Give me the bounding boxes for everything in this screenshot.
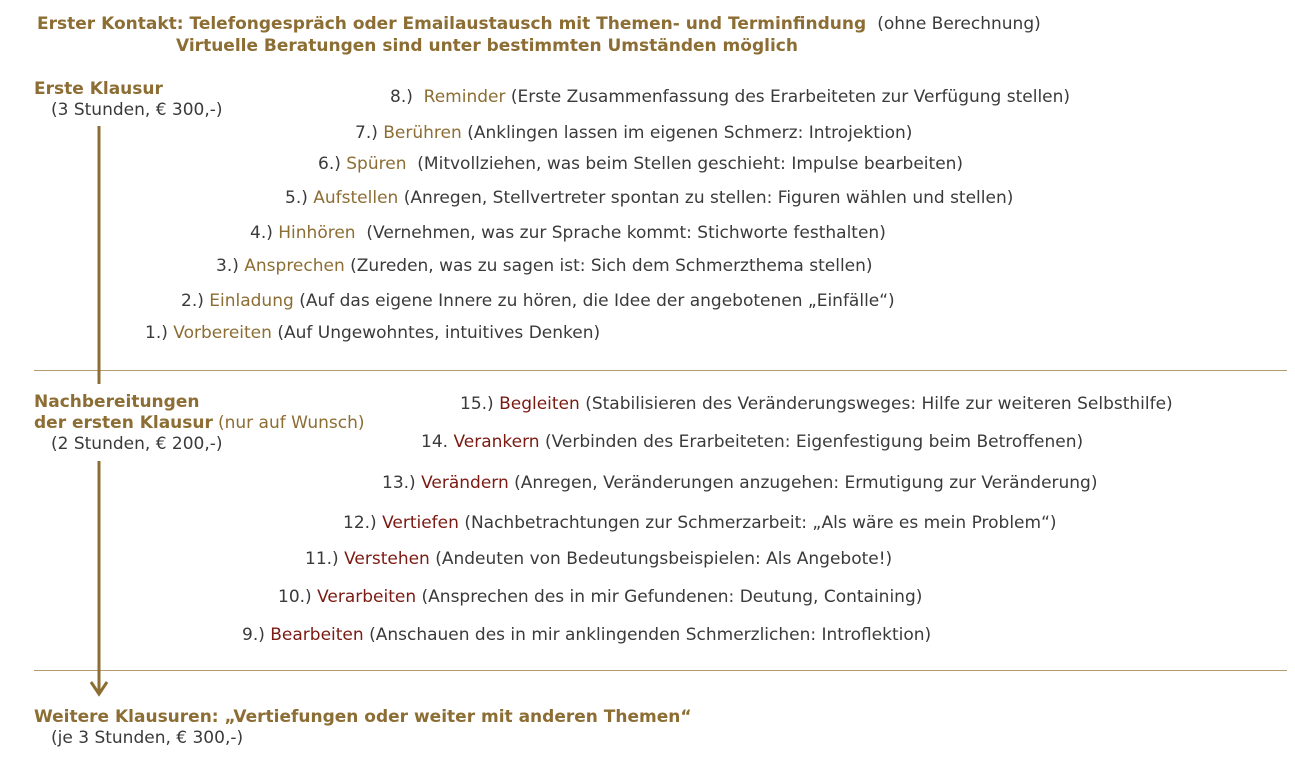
step-description: (Mitvollziehen, was beim Stellen geschieht: Impulse bearbeiten) <box>417 154 964 174</box>
step-keyword: Verarbeiten <box>317 587 417 607</box>
step-description: (Auf Ungewohntes, intuitives Denken) <box>277 323 601 343</box>
step-description: (Zureden, was zu sagen ist: Sich dem Schmerzthema stellen) <box>350 256 873 276</box>
step-keyword: Vertiefen <box>382 513 459 533</box>
step-number: 13.) <box>382 473 416 493</box>
step-number: 5.) <box>285 188 308 208</box>
step-description: (Ansprechen des in mir Gefundenen: Deutung, Containing) <box>421 587 923 607</box>
step-keyword: Verankern <box>453 432 540 452</box>
step-number: 10.) <box>278 587 312 607</box>
step-keyword: Ansprechen <box>244 256 345 276</box>
step-number: 1.) <box>145 323 168 343</box>
section3-title: Weitere Klausuren: „Vertiefungen oder weiter mit anderen Themen“ <box>34 707 692 727</box>
step-number: 7.) <box>355 123 378 143</box>
step-number: 3.) <box>216 256 239 276</box>
section2-title: der ersten Klausur <box>34 413 213 433</box>
step-description: (Verbinden des Erarbeiteten: Eigenfestigung beim Betroffenen) <box>544 432 1084 452</box>
step-number: 14. <box>421 432 449 452</box>
section2-title-line1: Nachbereitungen <box>34 392 200 412</box>
step-description: (Nachbetrachtungen zur Schmerzarbeit: „Als wäre es mein Problem“) <box>464 513 1057 533</box>
step-description: (Anregen, Stellvertreter spontan zu stellen: Figuren wählen und stellen) <box>403 188 1014 208</box>
section3-price: (je 3 Stunden, € 300,-) <box>51 728 244 748</box>
step-description: (Andeuten von Bedeutungsbeispielen: Als Angebote!) <box>435 549 893 569</box>
step-number: 11.) <box>305 549 339 569</box>
step-keyword: Aufstellen <box>313 188 399 208</box>
section1-title: Erste Klausur <box>34 79 163 99</box>
header-virtual-note: Virtuelle Beratungen sind unter bestimmten Umständen möglich <box>176 36 798 56</box>
step-description: (Stabilisieren des Veränderungsweges: Hilfe zur weiteren Selbsthilfe) <box>585 394 1173 414</box>
step-number: 2.) <box>181 291 204 311</box>
step-description: (Auf das eigene Innere zu hören, die Idee der angebotenen „Einfälle“) <box>299 291 895 311</box>
step-keyword: Spüren <box>346 154 407 174</box>
step-description: (Anregen, Veränderungen anzugehen: Ermutigung zur Veränderung) <box>514 473 1098 493</box>
step-keyword: Verstehen <box>344 549 430 569</box>
step-number: 15.) <box>460 394 494 414</box>
step-description: (Erste Zusammenfassung des Erarbeiteten zur Verfügung stellen) <box>510 87 1071 107</box>
step-keyword: Verändern <box>421 473 509 493</box>
step-number: 4.) <box>250 223 273 243</box>
step-number: 9.) <box>242 625 265 645</box>
header-contact-title: Erster Kontakt: Telefongespräch oder Emailaustausch mit Themen- und Terminfindung <box>37 14 867 34</box>
step-description: (Vernehmen, was zur Sprache kommt: Stichworte festhalten) <box>366 223 886 243</box>
step-keyword: Bearbeiten <box>270 625 364 645</box>
step-keyword: Einladung <box>209 291 294 311</box>
step-number: 6.) <box>318 154 341 174</box>
section1-price: (3 Stunden, € 300,-) <box>51 100 223 120</box>
section2-title-note: (nur auf Wunsch) <box>217 413 365 433</box>
step-number: 12.) <box>343 513 377 533</box>
section2-price: (2 Stunden, € 200,-) <box>51 434 223 454</box>
step-description: (Anklingen lassen im eigenen Schmerz: Introjektion) <box>467 123 913 143</box>
header-note: (ohne Berechnung) <box>877 14 1041 34</box>
step-description: (Anschauen des in mir anklingenden Schmerzlichen: Introflektion) <box>369 625 932 645</box>
step-keyword: Vorbereiten <box>173 323 272 343</box>
step-keyword: Begleiten <box>499 394 580 414</box>
step-keyword: Reminder <box>423 87 506 107</box>
step-number: 8.) <box>390 87 413 107</box>
step-keyword: Berühren <box>383 123 462 143</box>
step-keyword: Hinhören <box>278 223 356 243</box>
